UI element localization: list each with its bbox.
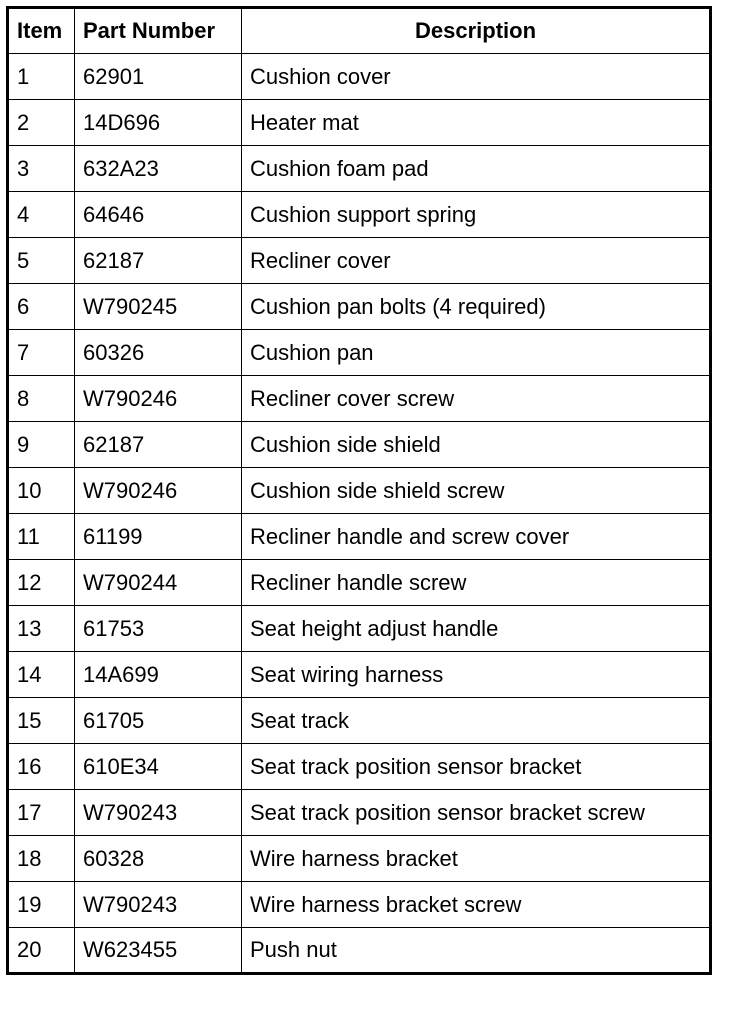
cell-part-number: 632A23 bbox=[75, 146, 242, 192]
cell-description: Cushion side shield screw bbox=[242, 468, 711, 514]
cell-part-number: 61705 bbox=[75, 698, 242, 744]
cell-item: 12 bbox=[8, 560, 75, 606]
cell-item: 4 bbox=[8, 192, 75, 238]
table-row bbox=[8, 284, 711, 330]
cell-item: 18 bbox=[8, 836, 75, 882]
cell-item: 5 bbox=[8, 238, 75, 284]
cell-part-number: 14D696 bbox=[75, 100, 242, 146]
table-row bbox=[8, 606, 711, 652]
cell-item: 14 bbox=[8, 652, 75, 698]
cell-item: 10 bbox=[8, 468, 75, 514]
cell-item: 20 bbox=[8, 928, 75, 974]
cell-part-number: W790243 bbox=[75, 882, 242, 928]
table-row bbox=[8, 790, 711, 836]
cell-part-number: W790246 bbox=[75, 376, 242, 422]
cell-part-number: W790246 bbox=[75, 468, 242, 514]
cell-description: Seat track position sensor bracket bbox=[242, 744, 711, 790]
cell-description: Recliner handle screw bbox=[242, 560, 711, 606]
cell-description: Recliner cover bbox=[242, 238, 711, 284]
cell-description: Seat track position sensor bracket screw bbox=[242, 790, 711, 836]
cell-description: Cushion side shield bbox=[242, 422, 711, 468]
header-part-number: Part Number bbox=[75, 8, 242, 54]
table-row bbox=[8, 422, 711, 468]
cell-item: 13 bbox=[8, 606, 75, 652]
cell-part-number: 60326 bbox=[75, 330, 242, 376]
header-description: Description bbox=[242, 8, 711, 54]
table-row bbox=[8, 146, 711, 192]
cell-item: 9 bbox=[8, 422, 75, 468]
table-row bbox=[8, 238, 711, 284]
cell-item: 2 bbox=[8, 100, 75, 146]
cell-part-number: 610E34 bbox=[75, 744, 242, 790]
parts-table bbox=[6, 6, 712, 975]
table-row bbox=[8, 836, 711, 882]
cell-description: Cushion pan bolts (4 required) bbox=[242, 284, 711, 330]
cell-part-number: W790243 bbox=[75, 790, 242, 836]
table-row bbox=[8, 100, 711, 146]
cell-item: 7 bbox=[8, 330, 75, 376]
cell-part-number: 61199 bbox=[75, 514, 242, 560]
cell-description: Seat wiring harness bbox=[242, 652, 711, 698]
cell-description: Heater mat bbox=[242, 100, 711, 146]
header-row bbox=[8, 8, 711, 54]
cell-part-number: W790245 bbox=[75, 284, 242, 330]
cell-part-number: 60328 bbox=[75, 836, 242, 882]
table-row bbox=[8, 744, 711, 790]
cell-part-number: W623455 bbox=[75, 928, 242, 974]
cell-description: Cushion cover bbox=[242, 54, 711, 100]
cell-description: Wire harness bracket screw bbox=[242, 882, 711, 928]
cell-item: 1 bbox=[8, 54, 75, 100]
cell-item: 6 bbox=[8, 284, 75, 330]
table-row bbox=[8, 192, 711, 238]
cell-part-number: 64646 bbox=[75, 192, 242, 238]
table-row bbox=[8, 54, 711, 100]
table-row bbox=[8, 560, 711, 606]
cell-description: Seat track bbox=[242, 698, 711, 744]
cell-description: Recliner handle and screw cover bbox=[242, 514, 711, 560]
cell-description: Recliner cover screw bbox=[242, 376, 711, 422]
cell-part-number: 62901 bbox=[75, 54, 242, 100]
cell-description: Wire harness bracket bbox=[242, 836, 711, 882]
cell-part-number: 14A699 bbox=[75, 652, 242, 698]
cell-description: Push nut bbox=[242, 928, 711, 974]
cell-item: 3 bbox=[8, 146, 75, 192]
cell-item: 19 bbox=[8, 882, 75, 928]
cell-description: Cushion support spring bbox=[242, 192, 711, 238]
cell-part-number: 62187 bbox=[75, 238, 242, 284]
cell-part-number: 62187 bbox=[75, 422, 242, 468]
cell-item: 15 bbox=[8, 698, 75, 744]
cell-item: 11 bbox=[8, 514, 75, 560]
table-row bbox=[8, 652, 711, 698]
parts-table-container bbox=[6, 6, 712, 975]
table-row bbox=[8, 468, 711, 514]
table-row bbox=[8, 882, 711, 928]
cell-part-number: W790244 bbox=[75, 560, 242, 606]
cell-description: Cushion foam pad bbox=[242, 146, 711, 192]
cell-part-number: 61753 bbox=[75, 606, 242, 652]
table-row bbox=[8, 514, 711, 560]
cell-item: 17 bbox=[8, 790, 75, 836]
cell-description: Cushion pan bbox=[242, 330, 711, 376]
cell-description: Seat height adjust handle bbox=[242, 606, 711, 652]
table-body bbox=[8, 54, 711, 974]
table-row bbox=[8, 330, 711, 376]
cell-item: 16 bbox=[8, 744, 75, 790]
table-row bbox=[8, 376, 711, 422]
table-row bbox=[8, 698, 711, 744]
table-row bbox=[8, 928, 711, 974]
header-item: Item bbox=[8, 8, 75, 54]
cell-item: 8 bbox=[8, 376, 75, 422]
